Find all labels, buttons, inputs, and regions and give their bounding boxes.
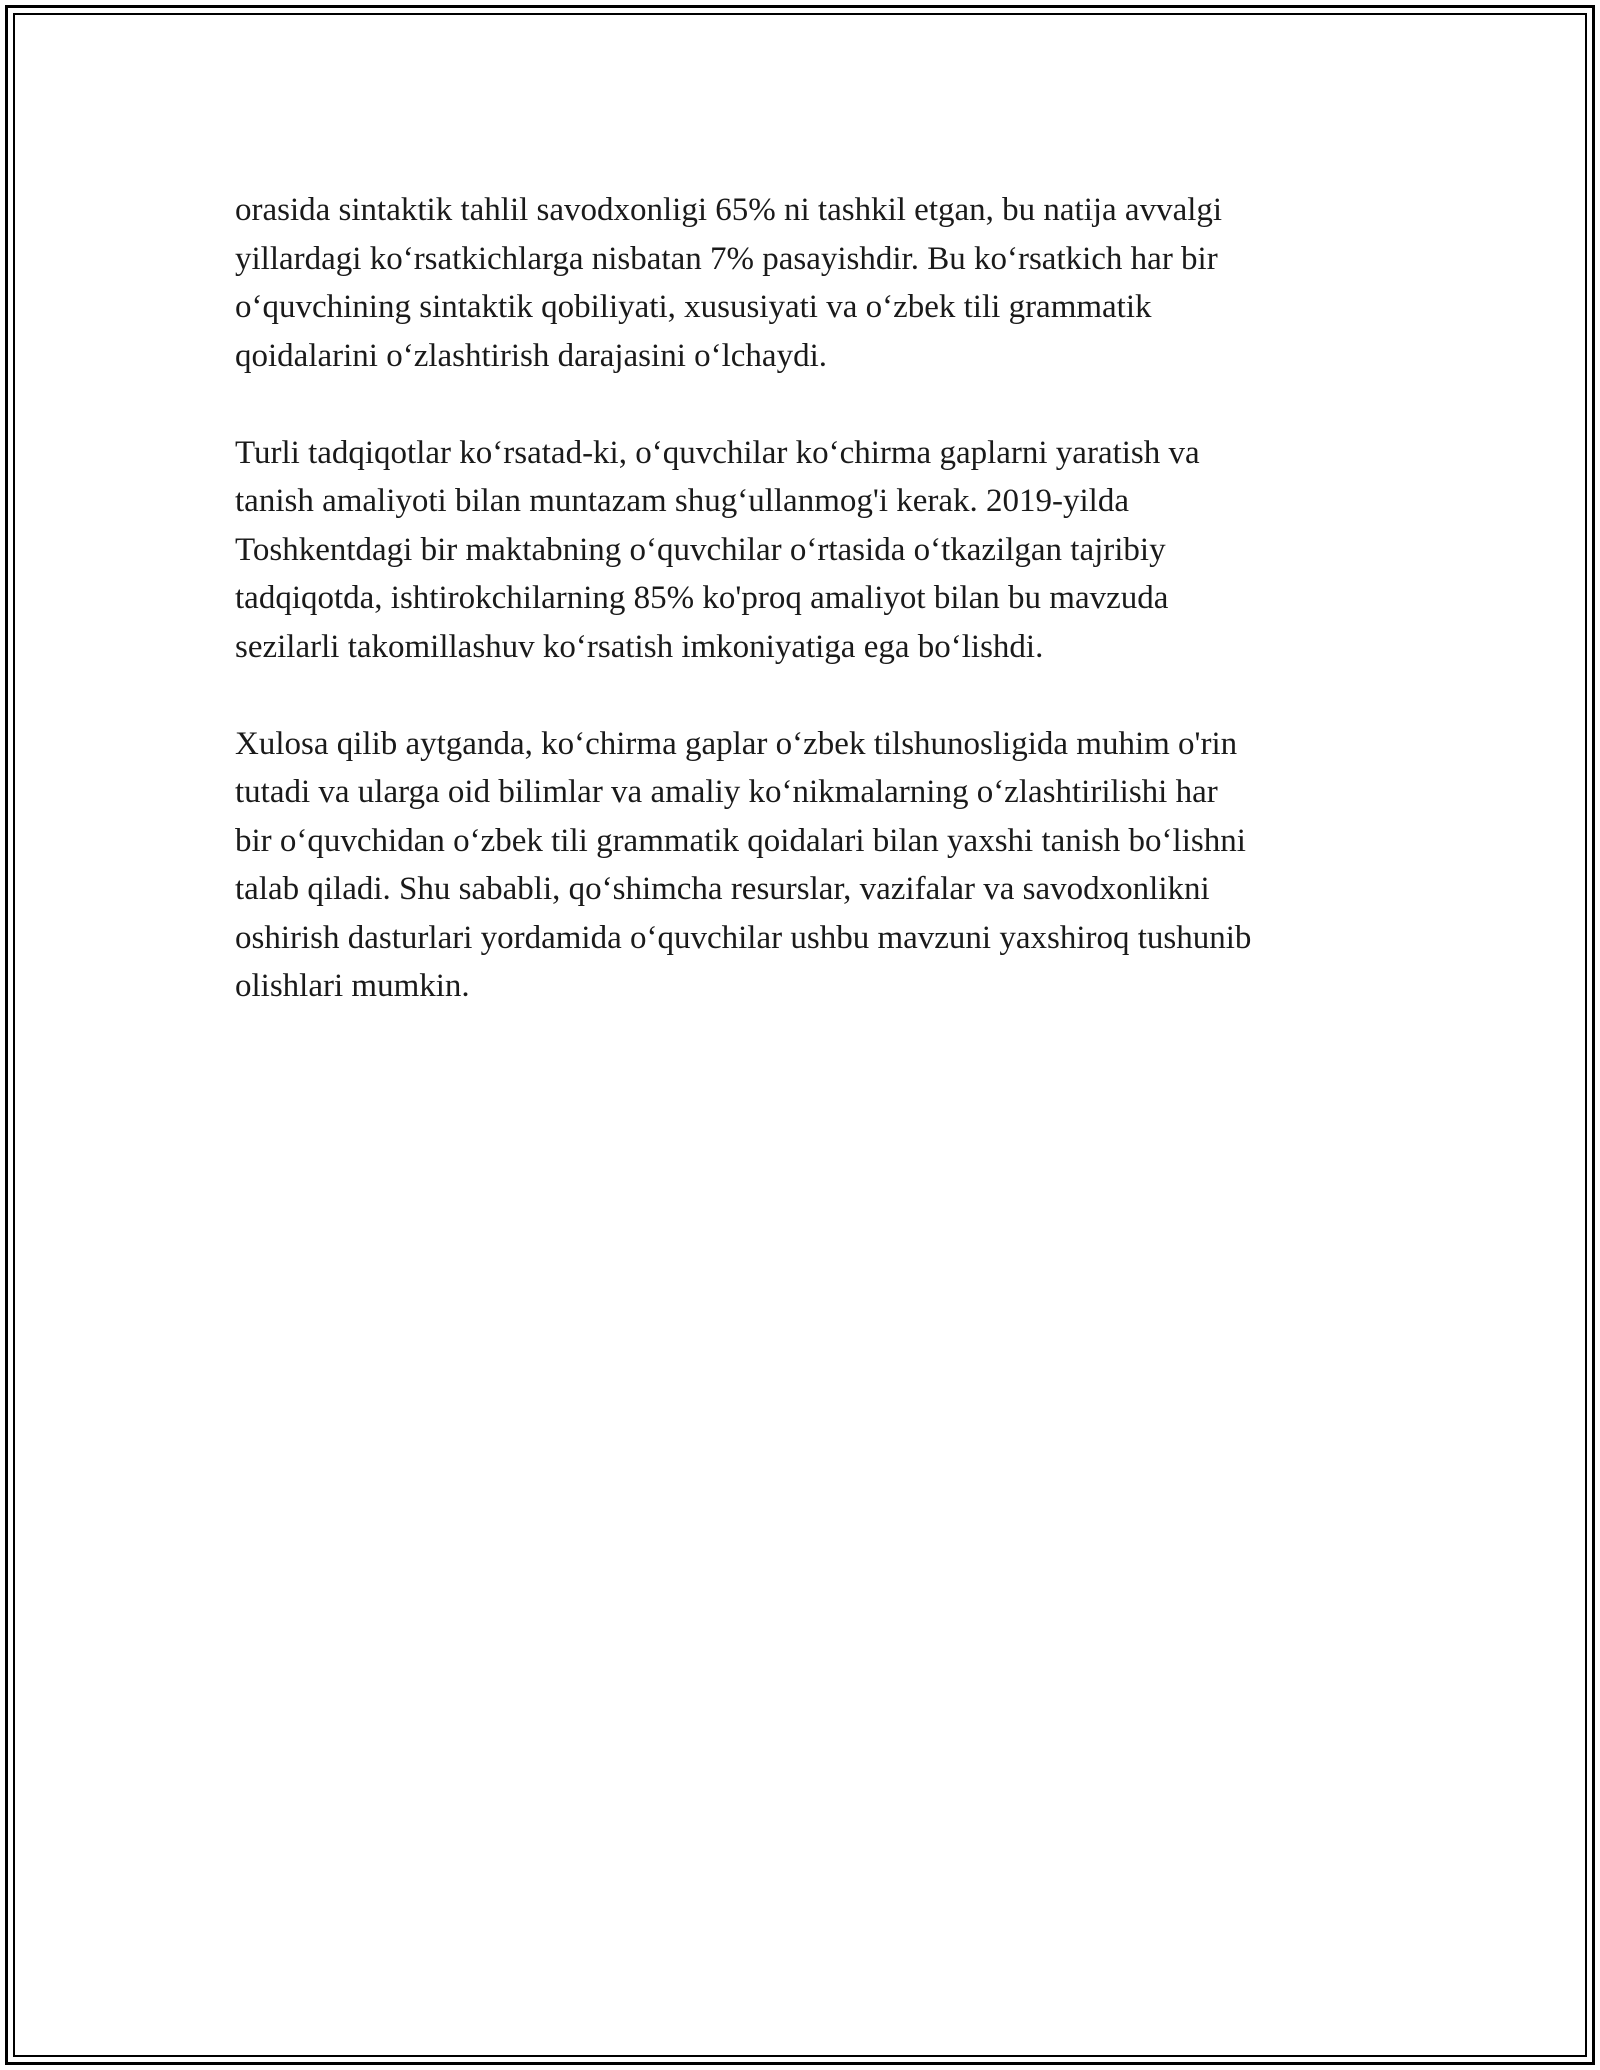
text-line: sezilarli takomillashuv ko‘rsatish imkoniyatiga ega bo‘lishdi. [235,628,1044,665]
text-line: bir o‘quvchidan o‘zbek tili grammatik qoidalari bilan yaxshi tanish bo‘lishni [235,822,1246,859]
text-line: tanish amaliyoti bilan muntazam shug‘ullanmog'i kerak. 2019-yilda [235,483,1129,519]
text-line: tadqiqotda, ishtirokchilarning 85% ko'proq amaliyot bilan bu mavzuda [235,580,1169,616]
paragraph-2 [235,429,1385,672]
text-line: Toshkentdagi bir maktabning o‘quvchilar o‘rtasida o‘tkazilgan tajribiy [235,531,1166,568]
text-line: Xulosa qilib aytganda, ko‘chirma gaplar o‘zbek tilshunosligida muhim o'rin [235,725,1238,762]
paragraph-3 [235,720,1385,1011]
text-line: Turli tadqiqotlar ko‘rsatad-ki, o‘quvchilar ko‘chirma gaplarni yaratish va [235,434,1200,471]
text-line: tutadi va ularga oid bilimlar va amaliy ko‘nikmalarning o‘zlashtirilishi har [235,774,1218,810]
text-line: yillardagi ko‘rsatkichlarga nisbatan 7% pasayishdir. Bu ko‘rsatkich har bir [235,240,1218,277]
text-line: talab qiladi. Shu sababli, qo‘shimcha resurslar, vazifalar va savodxonlikni [235,871,1210,907]
document-body [235,186,1385,1059]
text-line: o‘quvchining sintaktik qobiliyati, xususiyati va o‘zbek tili grammatik [235,289,1152,325]
paragraph-1 [235,186,1385,380]
text-line: olishlari mumkin. [235,968,470,1004]
text-line: orasida sintaktik tahlil savodxonligi 65% ni tashkil etgan, bu natija avvalgi [235,192,1223,228]
text-line: oshirish dasturlari yordamida o‘quvchilar ushbu mavzuni yaxshiroq tushunib [235,919,1252,956]
text-line: qoidalarini o‘zlashtirish darajasini o‘lchaydi. [235,337,827,374]
